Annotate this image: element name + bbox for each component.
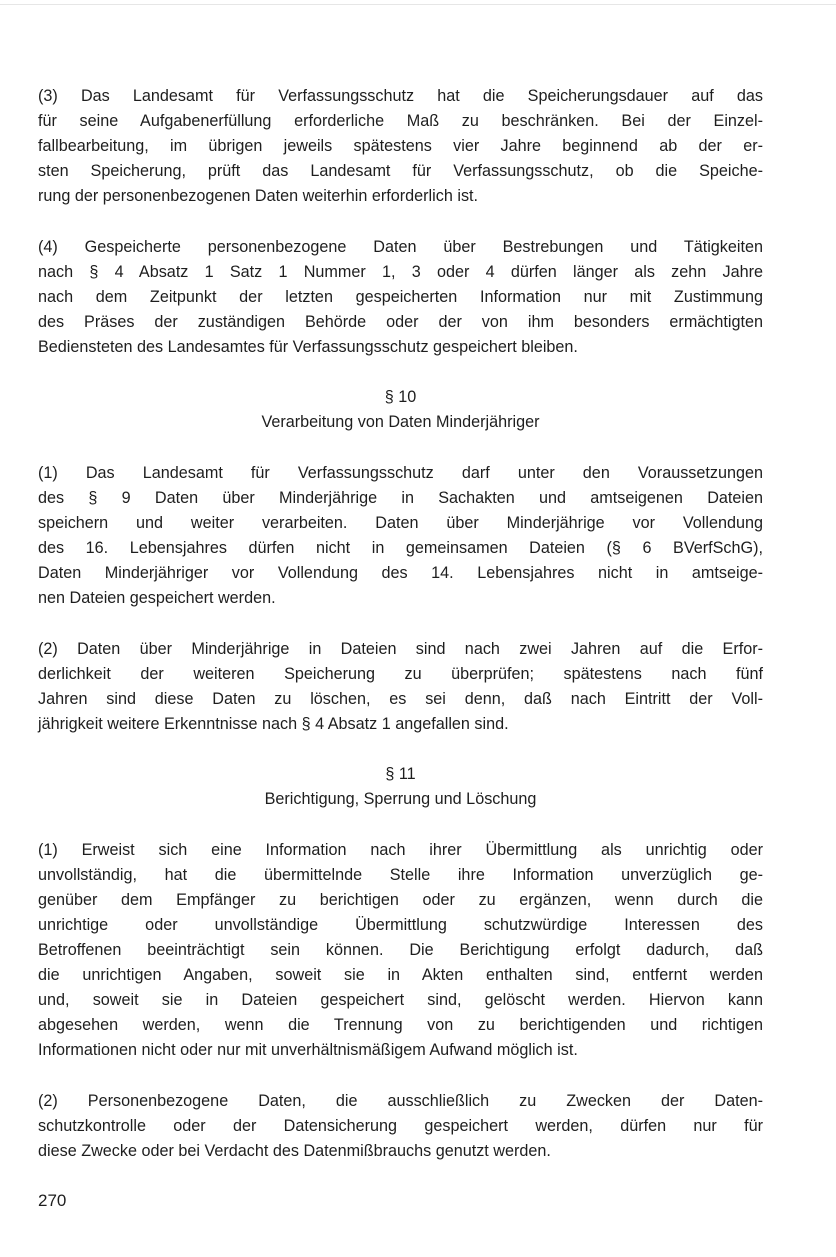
spacer — [38, 209, 763, 235]
paragraph-line: (2) Personenbezogene Daten, die ausschließlich zu Zwecken der Daten- — [38, 1092, 763, 1110]
paragraph-line: des § 9 Daten über Minderjährige in Sachakten und amtseigenen Dateien — [38, 489, 763, 507]
paragraph — [38, 1089, 763, 1164]
paragraph-line: fallbearbeitung, im übrigen jeweils spätestens vier Jahre beginnend ab der er- — [38, 137, 763, 155]
paragraph-line: für seine Aufgabenerfüllung erforderliche Maß zu beschränken. Bei der Einzel- — [38, 112, 763, 130]
paragraph-line: Jahren sind diese Daten zu löschen, es sei denn, daß nach Eintritt der Voll- — [38, 690, 763, 708]
section-number: § 10 — [384, 388, 417, 406]
paragraph-line: Betroffenen beeinträchtigt sein können. Die Berichtigung erfolgt dadurch, daß — [38, 941, 763, 959]
paragraph-line: diese Zwecke oder bei Verdacht des Datenmißbrauchs genutzt werden. — [38, 1142, 551, 1160]
paragraph-line: nach dem Zeitpunkt der letzten gespeicherten Information nur mit Zustimmung — [38, 288, 763, 306]
paragraph-line: derlichkeit der weiteren Speicherung zu überprüfen; spätestens nach fünf — [38, 665, 763, 683]
paragraph-line: Bediensteten des Landesamtes für Verfassungsschutz gespeichert bleiben. — [38, 338, 578, 356]
section-heading — [38, 385, 763, 435]
spacer — [38, 360, 763, 385]
paragraph-line: nach § 4 Absatz 1 Satz 1 Nummer 1, 3 oder 4 dürfen länger als zehn Jahre — [38, 263, 763, 281]
paragraph-line: (1) Das Landesamt für Verfassungsschutz darf unter den Voraussetzungen — [38, 464, 763, 482]
spacer — [38, 435, 763, 461]
document-page — [38, 84, 763, 1164]
section-title: Berichtigung, Sperrung und Löschung — [264, 790, 537, 808]
spacer — [38, 611, 763, 637]
paragraph-line: sten Speicherung, prüft das Landesamt für Verfassungsschutz, ob die Speiche- — [38, 162, 763, 180]
paragraph-line: die unrichtigen Angaben, soweit sie in Akten enthalten sind, entfernt werden — [38, 966, 763, 984]
paragraph-line: schutzkontrolle oder der Datensicherung gespeichert werden, dürfen nur für — [38, 1117, 763, 1135]
paragraph — [38, 84, 763, 209]
section-number: § 11 — [385, 765, 416, 783]
paragraph-line: speichern und weiter verarbeiten. Daten über Minderjährige vor Vollendung — [38, 514, 763, 532]
scan-top-edge — [0, 4, 836, 5]
paragraph-line: abgesehen werden, wenn die Trennung von zu berichtigenden und richtigen — [38, 1016, 763, 1034]
paragraph-line: und, soweit sie in Dateien gespeichert sind, gelöscht werden. Hiervon kann — [38, 991, 763, 1009]
paragraph-line: unrichtige oder unvollständige Übermittlung schutzwürdige Interessen des — [38, 916, 763, 934]
section-heading — [38, 762, 763, 812]
paragraph-line: rung der personenbezogenen Daten weiterhin erforderlich ist. — [38, 187, 479, 205]
paragraph-line: Informationen nicht oder nur mit unverhältnismäßigem Aufwand möglich ist. — [38, 1041, 578, 1059]
paragraph-line: Daten Minderjähriger vor Vollendung des 14. Lebensjahres nicht in amtseige- — [38, 564, 763, 582]
paragraph-line: genüber dem Empfänger zu berichtigen oder zu ergänzen, wenn durch die — [38, 891, 763, 909]
paragraph-line: (3) Das Landesamt für Verfassungsschutz hat die Speicherungsdauer auf das — [38, 87, 763, 105]
paragraph-line: (1) Erweist sich eine Information nach ihrer Übermittlung als unrichtig oder — [38, 841, 763, 859]
paragraph-line: nen Dateien gespeichert werden. — [38, 589, 276, 607]
section-title: Verarbeitung von Daten Minderjähriger — [261, 413, 540, 431]
paragraph — [38, 838, 763, 1063]
paragraph-line: des 16. Lebensjahres dürfen nicht in gemeinsamen Dateien (§ 6 BVerfSchG), — [38, 539, 763, 557]
paragraph-line: des Präses der zuständigen Behörde oder der von ihm besonders ermächtigten — [38, 313, 763, 331]
paragraph-line: (2) Daten über Minderjährige in Dateien sind nach zwei Jahren auf die Erfor- — [38, 640, 763, 658]
paragraph — [38, 461, 763, 611]
spacer — [38, 812, 763, 838]
spacer — [38, 1063, 763, 1089]
spacer — [38, 737, 763, 762]
paragraph-line: jährigkeit weitere Erkenntnisse nach § 4 Absatz 1 angefallen sind. — [38, 715, 509, 733]
paragraph — [38, 637, 763, 737]
page-number: 270 — [38, 1191, 67, 1210]
paragraph-line: unvollständig, hat die übermittelnde Stelle ihre Information unverzüglich ge- — [38, 866, 763, 884]
paragraph-line: (4) Gespeicherte personenbezogene Daten über Bestrebungen und Tätigkeiten — [38, 238, 763, 256]
paragraph — [38, 235, 763, 360]
